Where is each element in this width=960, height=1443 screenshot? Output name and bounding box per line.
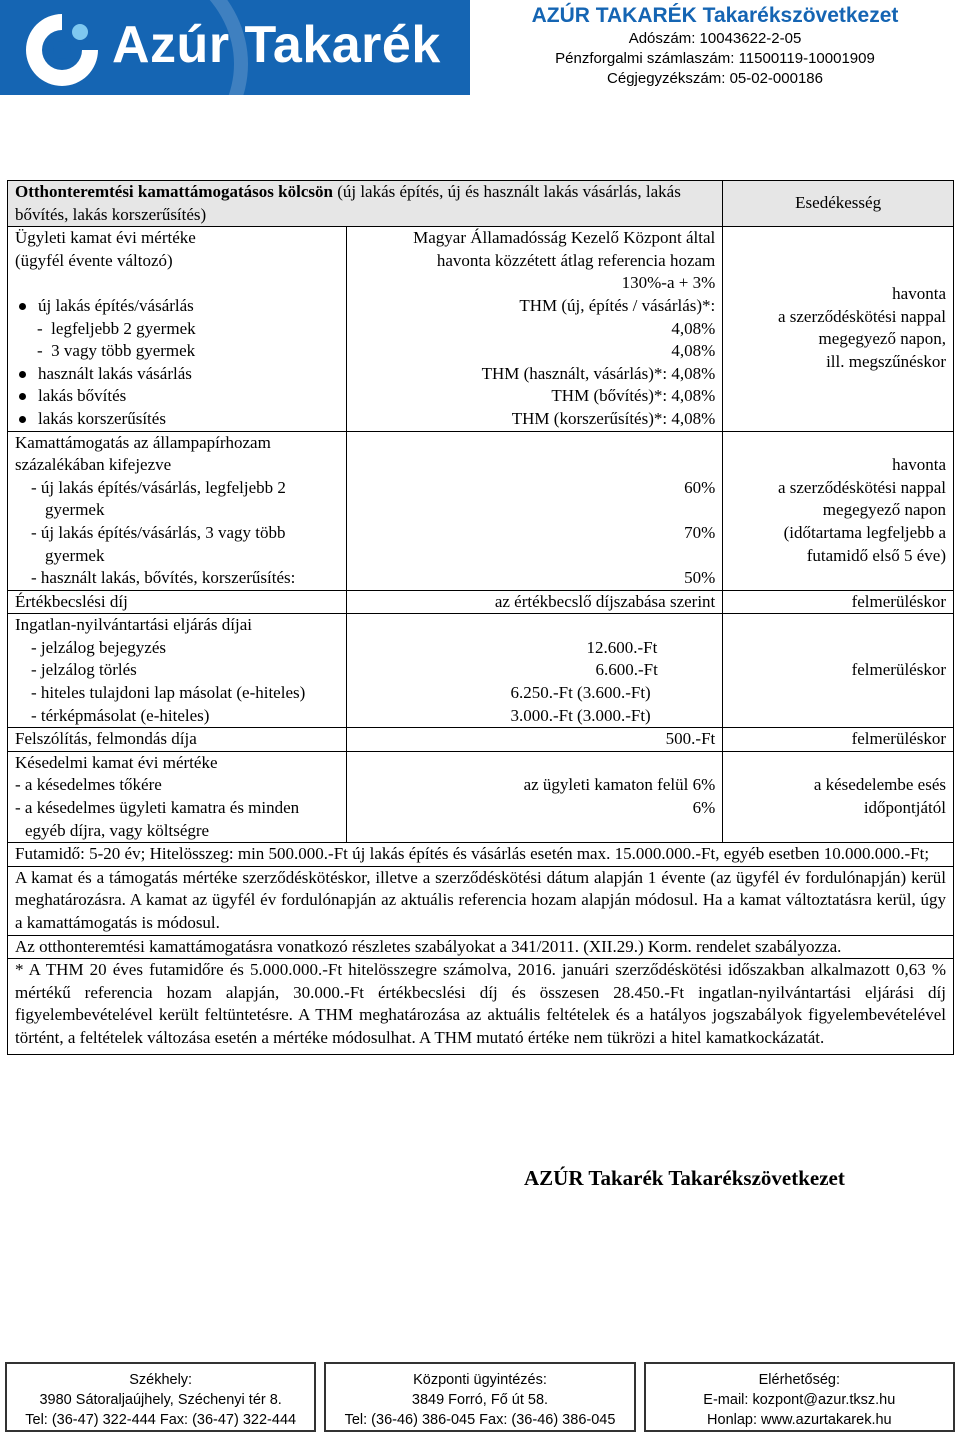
registry-due: felmerüléskor [723,614,954,728]
valuation-label: Értékbecslési díj [8,590,347,614]
table-row-late-interest [8,751,954,842]
list-item: - új lakás építés/vásárlás, 3 vagy több [31,522,286,542]
late-interest-due [723,751,954,842]
table-row-subsidy [8,431,954,590]
list-item: lakás bővítés [15,385,339,408]
subsidy-label-2: százalékában kifejezve [15,455,172,475]
list-item: - 3 vagy több gyermek [37,341,196,361]
list-item: lakás korszerűsítés [15,408,339,431]
thm-new: THM (új, építés / vásárlás)*: [519,295,716,315]
table-row-notice-fee [8,728,954,752]
thm-note: * A THM 20 éves futamidőre és 5.000.000.-Ft hitelösszegre számolva, 2016. januári szerződéskötési időszakban alkalmazott 0,63 % mértékű referencia hozam alapján, 30.000.-Ft értékbecslési díj és összesen 28.450.-Ft ingatlan-nyilvántartási eljárási díj figyelembevételével került feltüntetésre. A THM meghatározása az aktuális feltételek és a hatályos jogszabályok figyelembevételével történt, a feltételek változása esetén a mértéke módosulhat. A THM mutató értéke nem tükrözi a hitel kamatkockázatát. [8,959,954,1054]
conditions-table [7,180,954,1055]
notice-value: 500.-Ft [347,728,723,752]
late-value-1: az ügyleti kamaton felül 6% [523,775,716,795]
interest-rate-value [347,227,723,431]
list-item: - jelzálog bejegyzés [31,637,166,657]
footer-hq-title: Székhely: [129,1372,193,1388]
list-item: egyéb díjra, vagy költségre [25,820,210,840]
table-row-law-note [8,935,954,959]
conditions-table-wrapper [7,180,954,1055]
footer-contact-title: Elérhetőség: [758,1372,841,1388]
registry-label [8,614,347,728]
table-row-rate-note [8,866,954,935]
due-line: futamidő első 5 éve) [806,545,946,565]
due-line: a szerződéskötési nappal [777,477,946,497]
late-title: Késedelmi kamat évi mértéke [15,752,218,772]
list-item: - térképmásolat (e-hiteles) [31,705,210,725]
subsidy-label [8,431,347,590]
list-item: - a késedelmes ügyleti kamatra és minden [15,798,300,818]
letterhead [0,0,960,95]
list-item: - jelzálog törlés [31,660,137,680]
due-line: havonta [892,284,946,304]
interest-rate-label [8,227,347,431]
table-header-row [8,181,954,227]
tax-id: Adószám: 10043622-2-05 [628,30,802,47]
notice-label: Felszólítás, felmondás díja [8,728,347,752]
thm-extension: THM (bővítés)*: 4,08% [551,386,716,406]
footer-email[interactable]: E-mail: kozpont@azur.tksz.hu [703,1392,896,1408]
due-line: megegyező napon, [818,329,946,349]
due-line: a késedelembe esés [813,775,946,795]
product-title [8,181,723,227]
thm-new-3-children: 4,08% [671,341,716,361]
due-line: ill. megszűnéskor [826,351,946,371]
subsidy-value [347,431,723,590]
logo-text: Azúr Takarék [112,16,441,74]
list-item: - hiteles tulajdoni lap másolat (e-hiteles) [31,683,306,703]
list-item: új lakás építés/vásárlás [15,295,339,318]
registry-value: 3.000.-Ft (3.000.-Ft) [510,705,651,725]
late-interest-label [8,751,347,842]
signature: AZÚR Takarék Takarékszövetkezet [524,1166,845,1190]
footer-central-office [324,1362,635,1432]
footer-central-title: Központi ügyintézés: [413,1372,547,1388]
valuation-value: az értékbecslő díjszabása szerint [347,590,723,614]
subsidy-value-3: 50% [684,568,716,588]
rate-value-line: Magyar Államadósság Kezelő Központ által [413,228,716,248]
notice-due: felmerüléskor [723,728,954,752]
footer-website[interactable]: Honlap: www.azurtakarek.hu [707,1412,892,1428]
list-item: gyermek [45,500,105,520]
subsidy-label-1: Kamattámogatás az állampapírhozam [15,432,271,452]
subsidy-due [723,431,954,590]
thm-modernization: THM (korszerűsítés)*: 4,08% [511,408,716,428]
due-line: a szerződéskötési nappal [777,306,946,326]
azur-logo-icon [22,10,102,86]
footer [5,1362,955,1432]
valuation-due: felmerüléskor [723,590,954,614]
thm-new-2-children: 4,08% [671,318,716,338]
late-interest-value [347,751,723,842]
table-row-term-note [8,843,954,867]
interest-rate-due [723,227,954,431]
list-item-text: legfeljebb 2 gyermek [51,318,196,338]
late-value-2: 6% [692,798,716,818]
table-row-registry [8,614,954,728]
list-item: használt lakás vásárlás [15,363,339,386]
table-row-interest-rate [8,227,954,431]
product-title-bold: Otthonteremtési kamattámogatásos kölcsön [15,182,333,201]
thm-used: THM (használt, vásárlás)*: 4,08% [481,363,716,383]
list-item: - új lakás építés/vásárlás, legfeljebb 2 [31,477,286,497]
registry-value: 6.600.-Ft [595,660,658,680]
interest-rate-label-1: Ügyleti kamat évi mértéke [15,228,196,248]
logo-banner [0,0,470,95]
registry-values [347,614,723,728]
rate-value-line: havonta közzétett átlag referencia hozam [436,250,716,270]
bank-account: Pénzforgalmi számlaszám: 11500119-10001909 [555,50,875,67]
product-title-rest: (új lakás építés, új és használt lakás vásárlás, lakás bővítés, lakás korszerűsítés) [15,182,681,224]
registry-title: Ingatlan-nyilvántartási eljárás díjai [15,615,252,635]
law-note: Az otthonteremtési kamattámogatásra vonatkozó részletes szabályokat a 341/2011. (XII.29.) Korm. rendelet szabályozza. [8,935,954,959]
company-registration: Cégjegyzékszám: 05-02-000186 [607,70,823,87]
list-item: - legfeljebb 2 gyermek [37,318,196,338]
due-header: Esedékesség [723,181,954,227]
subsidy-value-1: 60% [684,477,716,497]
list-item: - a késedelmes tőkére [15,775,162,795]
list-item: - használt lakás, bővítés, korszerűsítés: [31,568,296,588]
footer-hq-address: 3980 Sátoraljaújhely, Széchenyi tér 8. [39,1392,282,1408]
rate-value-line: 130%-a + 3% [621,273,716,293]
company-name: AZÚR TAKARÉK Takarékszövetkezet [531,4,899,27]
term-note: Futamidő: 5-20 év; Hitelösszeg: min 500.000.-Ft új lakás építés és vásárlás esetén max. 15.000.000.-Ft, egyéb esetben 10.000.000.-Ft; [8,843,954,867]
footer-hq-phone: Tel: (36-47) 322-444 Fax: (36-47) 322-444 [25,1412,297,1428]
list-item-text: 3 vagy több gyermek [51,341,196,361]
table-row-valuation [8,590,954,614]
interest-rate-label-2: (ügyfél évente változó) [15,250,173,270]
due-line: (időtartama legfeljebb a [783,522,946,542]
registry-value: 12.600.-Ft [586,637,658,657]
footer-contact [644,1362,955,1432]
footer-central-phone: Tel: (36-46) 386-045 Fax: (36-46) 386-045 [344,1412,616,1428]
subsidy-value-2: 70% [684,522,716,542]
due-line: havonta [892,455,946,475]
rate-note: A kamat és a támogatás mértéke szerződéskötéskor, illetve a szerződéskötési dátum alapján 1 évente (az ügyfél év fordulónapján) kerül meghatározásra. A kamat az ügyfél év fordulónapján az aktuális referencia hozam alapján módosul. Ha a kamat változtatásra kerül, úgy a kamattámogatás is módosul. [8,866,954,935]
footer-headquarters [5,1362,316,1432]
list-item: gyermek [45,545,105,565]
due-line: időpontjától [863,798,946,818]
due-line: megegyező napon [822,500,946,520]
registry-value: 6.250.-Ft (3.600.-Ft) [510,683,651,703]
footer-central-address: 3849 Forró, Fő út 58. [411,1392,549,1408]
company-info [470,0,960,95]
table-row-thm-note [8,959,954,1054]
